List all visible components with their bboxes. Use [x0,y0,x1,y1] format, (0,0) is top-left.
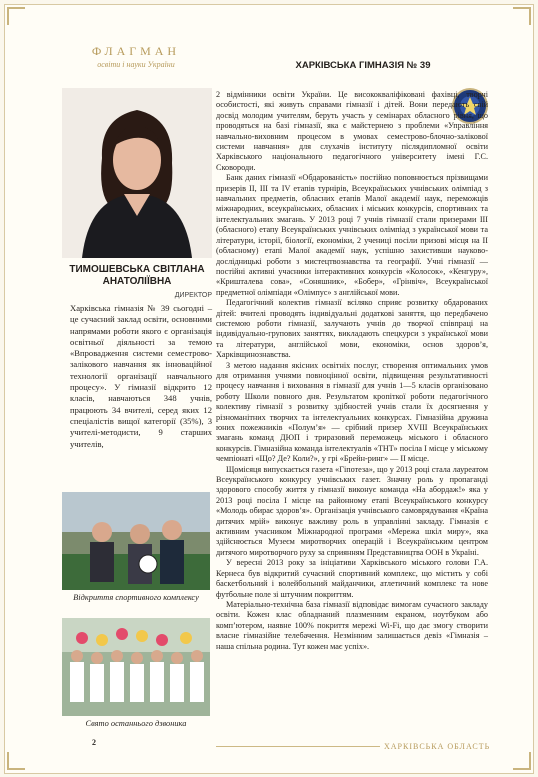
article-paragraph: Педагогічний колектив гімназії всіляко сприяє розвитку обдарованих дітей: вчителі проводять індивідуальні додаткові заняття, що передбачено системою роботи гімназії, залучають учнів до творчої співпраці на індивідуально-групових заняттях, викладають спецкурси з української мови та літератури, англійської мови, економіки, основ здоров’я, Харківщинознавства. [216,298,488,360]
corner-ornament [7,7,25,25]
photo1-caption: Відкриття спортивного комплексу [73,593,199,602]
article-paragraph: З метою надання якісних освітніх послуг, створення оптимальних умов для отримання учнями повноцінної освіти, підвищення результативності процесу навчання і виховання в гімназії для учнів 1—5 класів організовано роботу Школи повного дня. Результатом кропіткої роботи педагогічного колективу гімназії з розвитку здібностей учнів стали їх досягнення у різноманітних творчих та інтелектуальних конкурсах. Гімназійна дружина юних пожежників «Полум’я» — срібний призер XVIII Всеукраїнських змагань команд ДЮП і триразовий переможець міського і обласного конкурсів. Гімназійна команда інтелектуалів «ТНТ» посіла І місце у міському чемпіонаті «Що? Де? Коли?», у грі «Брейн-ринг» — ІІ місце. [216,360,488,464]
page-number: 2 [92,738,96,747]
corner-ornament [7,752,25,770]
footer-region: ХАРКІВСЬКА ОБЛАСТЬ [384,742,491,751]
article-paragraph: Матеріально-технічна база гімназії відповідає вимогам сучасного закладу освіти. Кожен клас обладнаний плазменним екраном, ноутбуком або комп’ютером, наявне 100% покриття мережі Wi-Fi, що дає змогу створити власне гімназійне телебачення. Незмінним залишається девіз «Гімназія – наша спільна родина. Тут кожен має успіх». [216,599,488,651]
intro-text: Харківська гімназія № 39 сьогодні – це сучасний заклад освіти, основними напрямами роботи якого є організація освітньої діяльності за темою «Впровадження системи семестрово-залікового навчання як інноваційної технології організації навчального процесу». У гімназії відкрито 12 класів, навчаються 348 учнів, працюють 34 вчителі, серед яких 12 спеціалістів вищої категорії (35%), 3 учителі-методисти, 9 старших учителів, [70,303,212,449]
article-paragraph: У вересні 2013 року за ініціативи Харківського міського голови Г.А. Кернеса був відкритий сучасний спортивний комплекс, що містить у собі баскетбольний і волейбольний майданчики, атлетичний комплекс та нове футбольне поле зі штучним покриттям. [216,558,488,599]
director-name: ТИМОШЕВСЬКА СВІТЛАНА АНАТОЛІЇВНА [69,264,205,287]
sports-complex-photo [62,492,210,590]
article-title: ХАРКІВСЬКА ГІМНАЗІЯ № 39 [295,60,431,71]
masthead-title: ФЛАГМАН [91,44,181,58]
masthead [62,44,210,69]
article-paragraph: Банк даних гімназії «Обдарованість» постійно поповнюється прізвищами призерів ІІ, ІІІ та IV етапів турнірів, Всеукраїнських учнівських олімпіад з навчальних предметів, обласних етапів Малої академії наук, переможців міжнародних, всеукраїнських, обласних і міських конкурсів, спортивних та інтелектуальних змагань. У 2013 році 7 учнів гімназії стали призерами ІІІ (обласного) етапу Всеукраїнських учнівських олімпіад з української мови та літератури, історії, біології, економіки, 2 учениці посіли призові місця на ІІ (обласному) етапі Малої академії наук, успішно захистивши науково-дослідницькі роботи з мистецтвознавства та географії. Учні гімназії — постійні активні учасники інтерактивних конкурсів «Колосок», «Кенгуру», «Кришталева сова», «Соняшник», «Бобер», «Грінвіч», Всеукраїнської предметної олімпіади «Олімпус» з англійської мови. [216,173,488,297]
article-body [216,90,488,652]
footer-divider [216,746,380,747]
article-paragraph: 2 відмінники освіти України. Це висококваліфіковані фахівці, творчі особистості, які живуть справами гімназії і дітей. Вони передають свій досвід молодим учителям, беруть участь у семінарах обласного рівня, що проводяться на базі гімназії, яка є майстернею з проблеми «Управління навчально-виховним процесом в умовах семестрово-блочно-залікової системи навчання» для слухачів інституту післядипломної освіти Харківського національного педагогічного університету імені Г.С. Сковороди. [216,90,488,172]
director-portrait [62,88,212,258]
director-role: ДИРЕКТОР [174,292,212,299]
corner-ornament [513,7,531,25]
article-paragraph: Щомісяця випускається газета «Гіпотеза», що у 2013 році стала лауреатом Всеукраїнського конкурсу учнівських газет. Значну роль у пропаганді здорового способу життя у гімназії виконує команда «На абордаж!» яка у 2013 році посіла І місце на районному етапі Всеукраїнського конкурсу «Молодь обирає здоров’я». Організація учнівського самоврядування «Країна дитячих мрій» виконує важливу роль в управлінні закладу. Гімназія є активним учасником Міжнародної програми «Мережа шкіл миру», яка здійснюється Музеєм миротворчих операцій і Всеукраїнським центром дитячого миротворчого руху за сприянням Представництва ООН в Україні. [216,464,488,557]
corner-ornament [513,752,531,770]
photo2-caption: Свято останнього дзвоника [85,719,187,728]
last-bell-photo [62,618,210,716]
masthead-subtitle: освіти і науки України [97,60,175,69]
